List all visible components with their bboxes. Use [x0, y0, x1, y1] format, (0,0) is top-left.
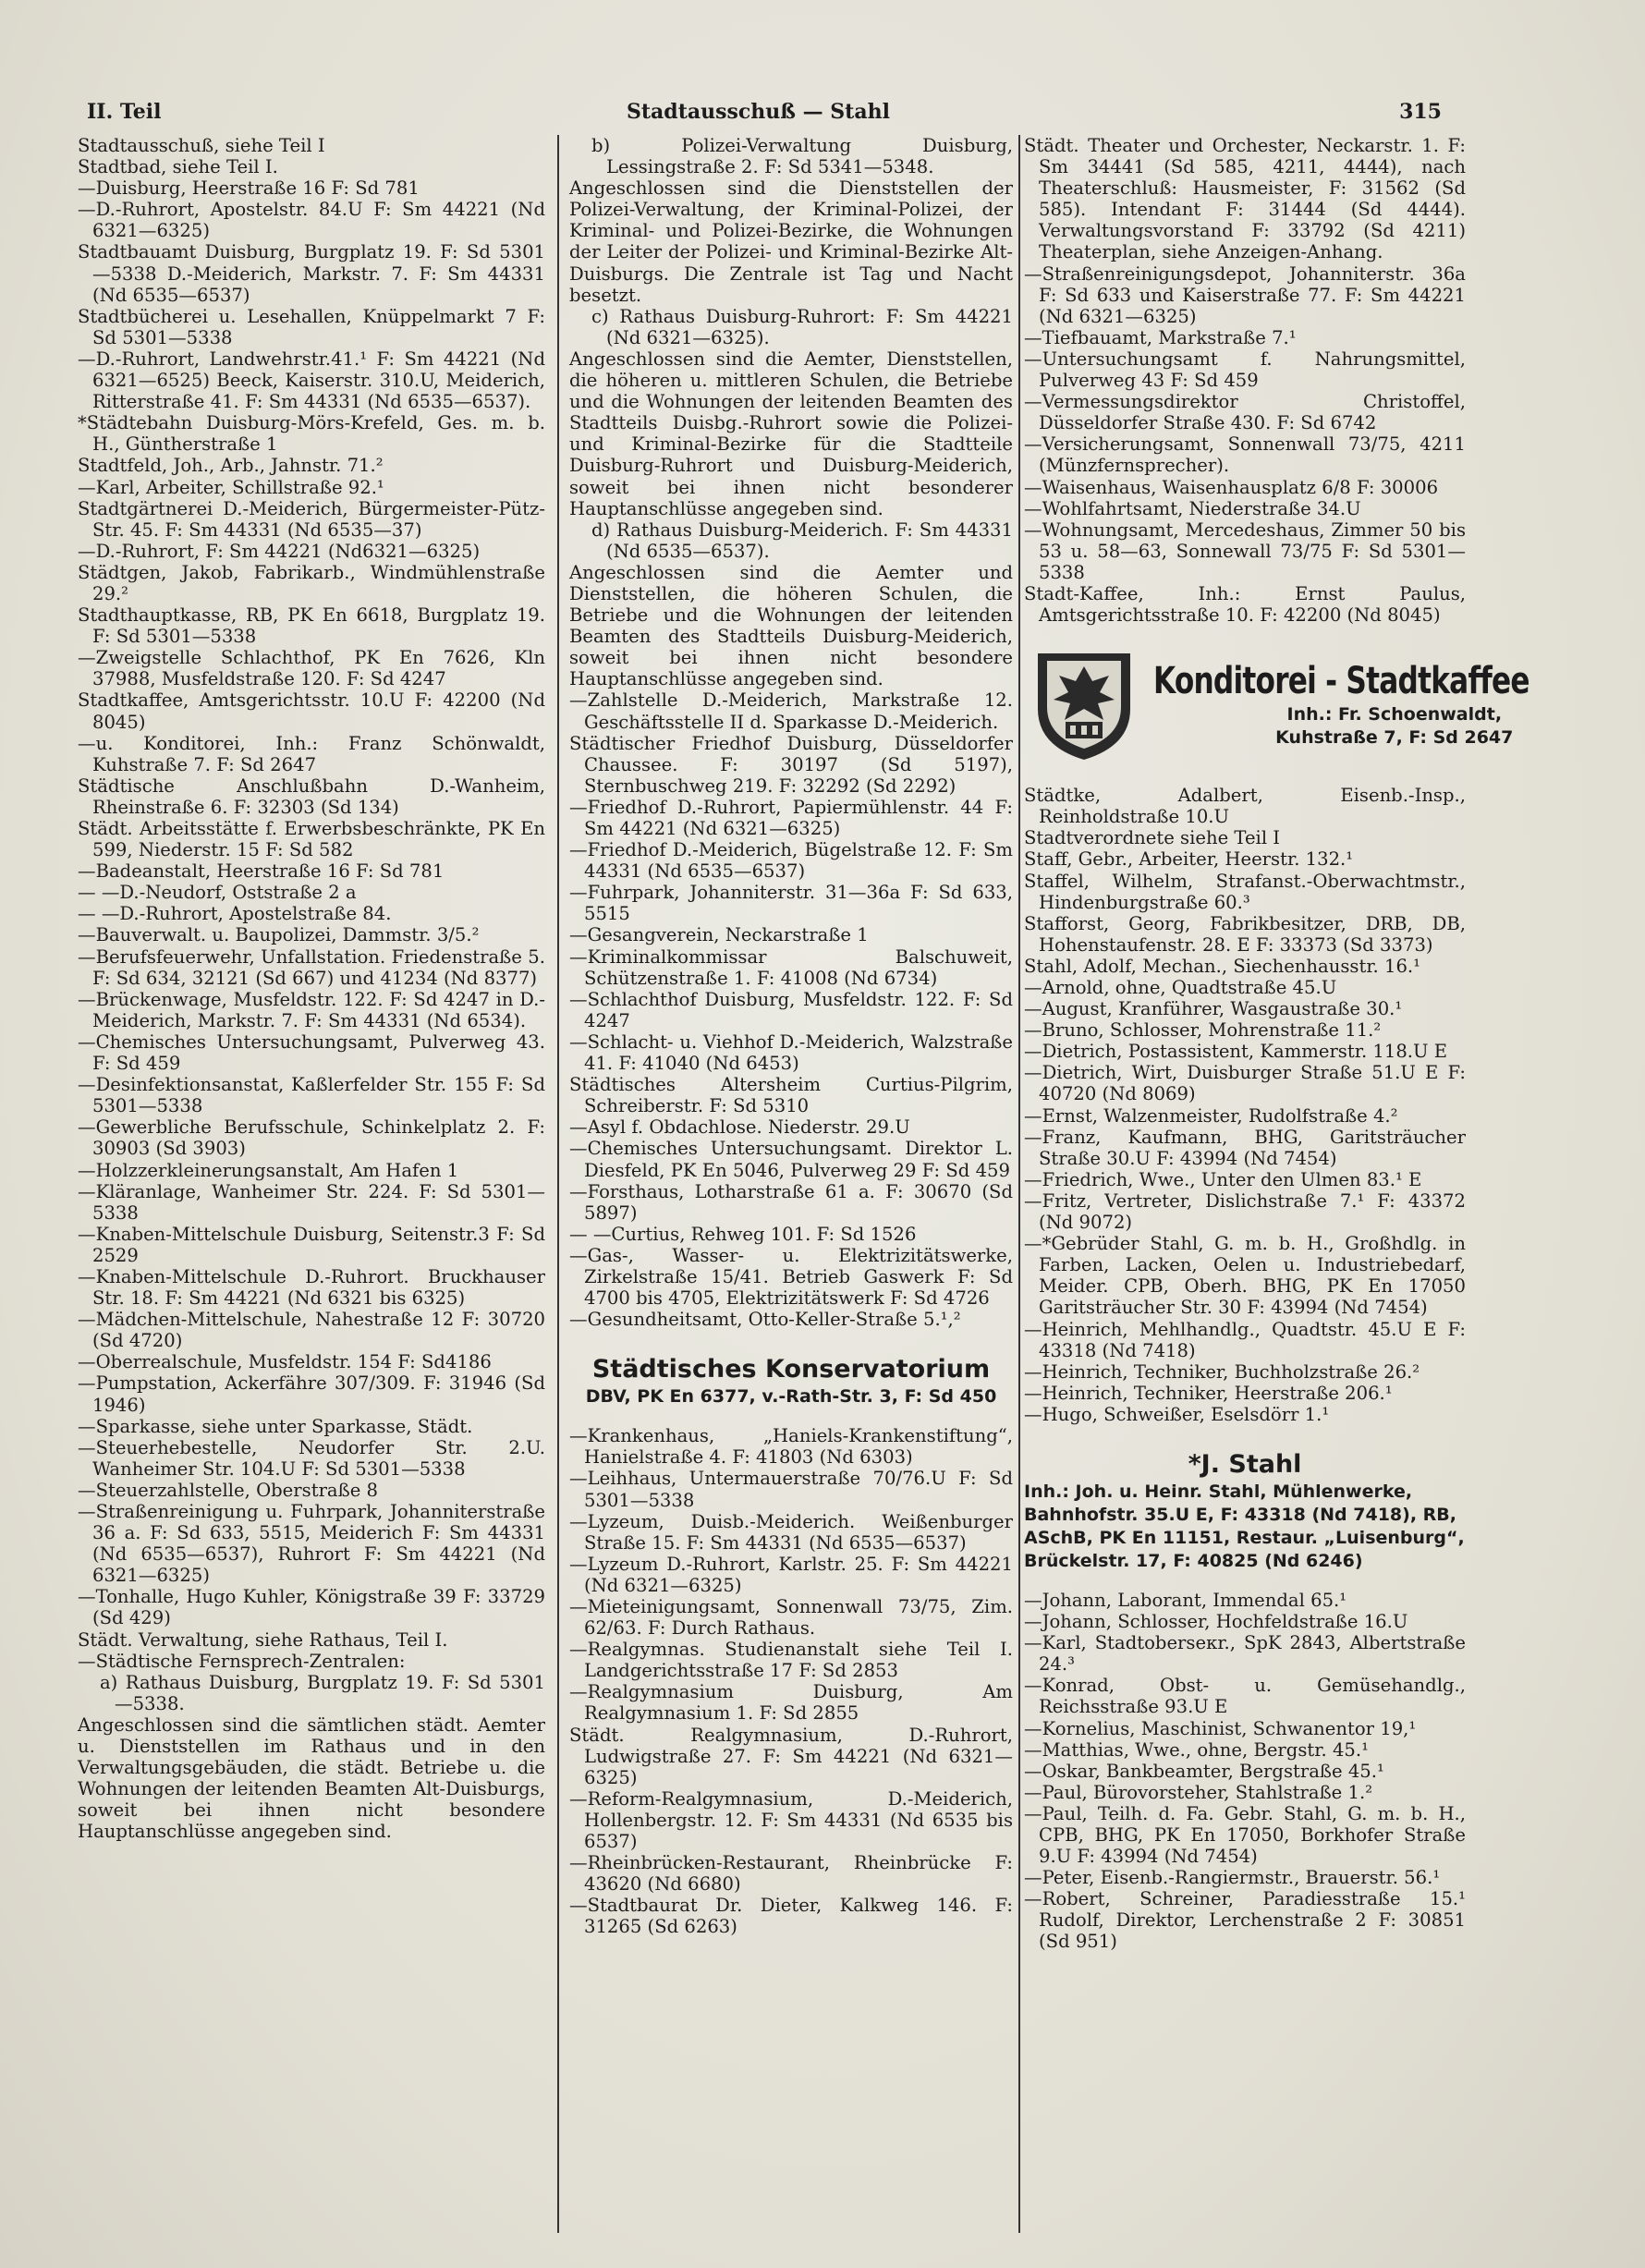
directory-entry: Angeschlossen sind die sämtlichen städt. Aemter u. Dienststellen im Rathaus und in den Verwaltungsgebäuden, die städt. Betriebe u. die Wohnungen der leitenden Beamten Alt-Duisburgs, soweit bei ihnen nicht besondere Hauptanschlüsse angegeben sind. [78, 1713, 545, 1843]
ad-konditorei [1024, 644, 1529, 764]
directory-entry: b) Polizei-Verwaltung Duisburg, Lessingstraße 2. F: Sd 5341—5348. [591, 135, 1013, 178]
directory-entry: — —Curtius, Rehweg 101. F: Sd 1526 [569, 1223, 917, 1245]
directory-entry: —Heinrich, Techniker, Buchholzstraße 26.² [1024, 1360, 1420, 1383]
directory-entry: —Untersuchungsamt f. Nahrungsmittel, Pulverweg 43 F: Sd 459 [1024, 348, 1466, 392]
directory-entry: —Forsthaus, Lotharstraße 61 a. F: 30670 (Sd 5897) [569, 1180, 1013, 1224]
directory-entry: Staff, Gebr., Arbeiter, Heerstr. 132.¹ [1024, 848, 1354, 871]
directory-entry: —Duisburg, Heerstraße 16 F: Sd 781 [78, 177, 420, 200]
directory-entry: Stadtgärtnerei D.-Meiderich, Bürgermeister-Pütz-Str. 45. F: Sm 44331 (Nd 6535—37) [78, 497, 545, 541]
directory-entry: —Wohnungsamt, Mercedeshaus, Zimmer 50 bis 53 u. 58—63, Sonnewall 73/75 F: Sd 5301—5338 [1024, 518, 1466, 583]
directory-entry: —Chemisches Untersuchungsamt. Direktor L. Diesfeld, PK En 5046, Pulverweg 29 F: Sd 459 [569, 1138, 1013, 1181]
header-part: II. Teil [87, 100, 162, 124]
directory-entry: Städtische Anschlußbahn D.-Wanheim, Rheinstraße 6. F: 32303 (Sd 134) [78, 774, 545, 818]
column-1 [78, 135, 545, 2233]
directory-entry: —Krankenhaus, „Haniels-Krankenstiftung“, Hanielstraße 4. F: 41803 (Nd 6303) [569, 1425, 1013, 1469]
page-header [87, 100, 1458, 131]
directory-entry: —Peter, Eisenb.-Rangiermstr., Brauerstr. 56.¹ [1024, 1867, 1441, 1889]
directory-entry: *Städtebahn Duisburg-Mörs-Krefeld, Ges. m. b. H., Güntherstraße 1 [78, 412, 545, 456]
directory-entry: Stadtkaffee, Amtsgerichtsstr. 10.U F: 42200 (Nd 8045) [78, 689, 545, 733]
directory-entry: —Konrad, Obst- u. Gemüsehandlg., Reichsstraße 93.U E [1024, 1675, 1466, 1718]
directory-entry: —Ernst, Walzenmeister, Rudolfstraße 4.² [1024, 1104, 1398, 1127]
directory-entry: —Zahlstelle D.-Meiderich, Markstraße 12. Geschäftsstelle II d. Sparkasse D.-Meiderich. [569, 689, 1013, 733]
directory-entry: —Kornelius, Maschinist, Schwanentor 19,¹ [1024, 1717, 1417, 1739]
directory-entry: —Mieteinigungsamt, Sonnenwall 73/75, Zim. 62/63. F: Durch Rathaus. [569, 1596, 1013, 1640]
ad-address: DBV, PK En 6377, v.-Rath-Str. 3, F: Sd 450 [585, 1386, 997, 1408]
directory-entry: —Stadtbaurat Dr. Dieter, Kalkweg 146. F: 31265 (Sd 6263) [569, 1895, 1013, 1938]
directory-entry: —Dietrich, Wirt, Duisburger Straße 51.U E F: 40720 (Nd 8069) [1024, 1062, 1466, 1105]
ad-title: Konditorei - Stadtkaffee [1153, 660, 1529, 703]
directory-entry: —Tiefbauamt, Markstraße 7.¹ [1024, 326, 1297, 348]
directory-entry: —*Gebrüder Stahl, G. m. b. H., Großhdlg. in Farben, Lacken, Oelen u. Industriebedarf, Meider. CPB, Oberh. BHG, PK En 17050 Garitsträucher Str. 30 F: 43994 (Nd 7454) [1024, 1233, 1466, 1319]
directory-entry: Angeschlossen sind die Aemter und Dienststellen, die höheren Schulen, die Betriebe und die Wohnungen der leitenden Beamten des Stadtteils Duisburg-Meiderich, soweit bei ihnen nicht besondere Hauptanschlüsse angegeben sind. [569, 561, 1013, 690]
ad-title: *J. Stahl [1188, 1449, 1302, 1479]
directory-entry: —Oskar, Bankbeamter, Bergstraße 45.¹ [1024, 1760, 1384, 1782]
directory-entry: —Reform-Realgymnasium, D.-Meiderich, Hollenbergstr. 12. F: Sm 44331 (Nd 6535 bis 6537) [569, 1787, 1013, 1853]
directory-entry: Stahl, Adolf, Mechan., Siechenhausstr. 16.¹ [1024, 955, 1421, 977]
directory-entry: —Johann, Laborant, Immendal 65.¹ [1024, 1589, 1347, 1611]
directory-entry: —Franz, Kaufmann, BHG, Garitsträucher Straße 30.U F: 43994 (Nd 7454) [1024, 1126, 1466, 1169]
directory-entry: Städtke, Adalbert, Eisenb.-Insp., Reinholdstraße 10.U [1024, 785, 1466, 828]
directory-entry: —Paul, Teilh. d. Fa. Gebr. Stahl, G. m. b. H., CPB, BHG, PK En 17050, Borkhofer Straße 9.U F: 43994 (Nd 7454) [1024, 1802, 1466, 1868]
directory-entry: —D.-Ruhrort, Landwehrstr.41.¹ F: Sm 44221 (Nd 6321—6525) Beeck, Kaiserstr. 310.U, Meiderich, Ritterstraße 41. F: Sm 44331 (Nd 6535—6537). [78, 348, 545, 413]
directory-entry: Staffel, Wilhelm, Strafanst.-Oberwachtmstr., Hindenburgstraße 60.³ [1024, 870, 1466, 913]
column-3 [1024, 135, 1529, 2233]
directory-entry: —Asyl f. Obdachlose. Niederstr. 29.U [569, 1116, 910, 1139]
directory-entry: —Holzzerkleinerungsanstalt, Am Hafen 1 [78, 1159, 459, 1181]
directory-entry: —Zweigstelle Schlachthof, PK En 7626, Kln 37988, Musfeldstraße 120. F: Sd 4247 [78, 647, 545, 690]
directory-entry: a) Rathaus Duisburg, Burgplatz 19. F: Sd 5301—5338. [100, 1671, 545, 1714]
directory-entry: —Badeanstalt, Heerstraße 16 F: Sd 781 [78, 860, 445, 883]
directory-entry: —Fritz, Vertreter, Dislichstraße 7.¹ F: 43372 (Nd 9072) [1024, 1189, 1466, 1234]
directory-entry: Städt. Realgymnasium, D.-Ruhrort, Ludwigstraße 27. F: Sm 44221 (Nd 6321—6325) [569, 1724, 1013, 1788]
directory-entry: —Arnold, ohne, Quadtstraße 45.U [1024, 977, 1337, 998]
directory-entry: Angeschlossen sind die Aemter, Dienststellen, die höheren u. mittleren Schulen, die Betriebe und die Wohnungen der leitenden Beamten des Stadtteils Duisbg.-Ruhrort sowie die Polizei- und Kriminal-Bezirke für die Stadtteile Duisburg-Ruhrort und Duisburg-Meiderich, soweit bei ihnen nicht besonderer Hauptanschlüsse angegeben sind. [569, 348, 1013, 519]
directory-entry: —Matthias, Wwe., ohne, Bergstr. 45.¹ [1024, 1738, 1369, 1761]
directory-entry: —Johann, Schlosser, Hochfeldstraße 16.U [1024, 1611, 1408, 1633]
directory-entry: Stadtbauamt Duisburg, Burgplatz 19. F: Sd 5301—5338 D.-Meiderich, Markstr. 7. F: Sm 44331 (Nd 6535—6537) [78, 241, 545, 306]
directory-entry: —Rheinbrücken-Restaurant, Rheinbrücke F: 43620 (Nd 6680) [569, 1852, 1013, 1896]
directory-entry: —Heinrich, Mehlhandlg., Quadtstr. 45.U E F: 43318 (Nd 7418) [1024, 1318, 1466, 1361]
column-divider [1018, 135, 1020, 2233]
directory-entry: —Straßenreinigung u. Fuhrpark, Johanniterstraße 36 a. F: Sd 633, 5515, Meiderich F: Sm 44331 (Nd 6535—6537), Ruhrort F: Sm 44221 (Nd 6321—6325) [78, 1501, 545, 1587]
directory-entry: Stadtbücherei u. Lesehallen, Knüppelmarkt 7 F: Sd 5301—5338 [78, 305, 545, 348]
directory-entry: —Gas-, Wasser- u. Elektrizitätswerke, Zirkelstraße 15/41. Betrieb Gaswerk F: Sd 4700 bis 4705, Elektrizitätswerk F: Sd 4726 [569, 1244, 1013, 1310]
directory-entry: —Fuhrpark, Johanniterstr. 31—36a F: Sd 633, 5515 [569, 882, 1013, 925]
directory-entry: —Dietrich, Postassistent, Kammerstr. 118.U E [1024, 1041, 1448, 1063]
directory-entry: —Tonhalle, Hugo Kuhler, Königstraße 39 F: 33729 (Sd 429) [78, 1586, 545, 1629]
directory-entry: —August, Kranführer, Wasgaustraße 30.¹ [1024, 998, 1403, 1020]
directory-entry: —Versicherungsamt, Sonnenwall 73/75, 4211 (Münzfernsprecher). [1024, 433, 1466, 477]
directory-entry: —D.-Ruhrort, F: Sm 44221 (Nd6321—6325) [78, 540, 481, 562]
directory-entry: —Sparkasse, siehe unter Sparkasse, Städt. [78, 1415, 473, 1437]
directory-entry: —Steuerzahlstelle, Oberstraße 8 [78, 1479, 378, 1501]
directory-entry: —Vermessungsdirektor Christoffel, Düsseldorfer Straße 430. F: Sd 6742 [1024, 391, 1466, 434]
directory-entry: —Gesundheitsamt, Otto-Keller-Straße 5.¹,² [569, 1309, 961, 1331]
directory-entry: —Paul, Bürovorsteher, Stahlstraße 1.² [1024, 1781, 1373, 1803]
directory-entry: —Bauverwalt. u. Baupolizei, Dammstr. 3/5.² [78, 924, 480, 946]
directory-entry: —Realgymnasium Duisburg, Am Realgymnasium 1. F: Sd 2855 [569, 1681, 1013, 1725]
directory-entry: Städtisches Altersheim Curtius-Pilgrim, Schreiberstr. F: Sd 5310 [569, 1074, 1013, 1117]
directory-entry: —Heinrich, Techniker, Heerstraße 206.¹ [1024, 1382, 1393, 1404]
directory-entry: Städt. Theater und Orchester, Neckarstr. 1. F: Sm 34441 (Sd 585, 4211, 4444), nach Theaterschluß: Hausmeister, F: 31562 (Sd 585). Intendant F: 31444 (Sd 4444). Verwaltungsvorstand F: 33792 (Sd 4211) Theaterplan, siehe Anzeigen-Anhang. [1024, 135, 1466, 263]
directory-entry: —D.-Ruhrort, Apostelstr. 84.U F: Sm 44221 (Nd 6321—6325) [78, 199, 545, 242]
page-number: 315 [1399, 100, 1442, 124]
ad-body: Inh.: Joh. u. Heinr. Stahl, Mühlenwerke, Bahnhofstr. 35.U E, F: 43318 (Nd 7418), RB, ASchB, PK En 11151, Restaur. „Luisenburg“, Brückelstr. 17, F: 40825 (Nd 6246) [1024, 1481, 1465, 1571]
directory-entry: —Realgymnas. Studienanstalt siehe Teil I. Landgerichtsstraße 17 F: Sd 2853 [569, 1639, 1013, 1682]
directory-entry: — —D.-Ruhrort, Apostelstraße 84. [78, 903, 392, 925]
ad-owner: Inh.: Fr. Schoenwaldt, [1286, 704, 1503, 726]
directory-entry: —Leihhaus, Untermauerstraße 70/76.U F: Sd 5301—5338 [569, 1468, 1013, 1511]
directory-entry: —Friedhof D.-Ruhrort, Papiermühlenstr. 44 F: Sm 44221 (Nd 6321—6325) [569, 796, 1013, 839]
directory-entry: —u. Konditorei, Inh.: Franz Schönwaldt, Kuhstraße 7. F: Sd 2647 [78, 732, 545, 775]
directory-entry: Stadt-Kaffee, Inh.: Ernst Paulus, Amtsgerichtsstraße 10. F: 42200 (Nd 8045) [1024, 582, 1466, 627]
directory-entry: —Lyzeum D.-Ruhrort, Karlstr. 25. F: Sm 44221 (Nd 6321—6325) [569, 1553, 1013, 1596]
directory-entry: c) Rathaus Duisburg-Ruhrort: F: Sm 44221 (Nd 6321—6325). [591, 305, 1013, 348]
directory-entry: Stadtausschuß, siehe Teil I [78, 135, 325, 156]
directory-entry: —Bruno, Schlosser, Mohrenstraße 11.² [1024, 1019, 1382, 1042]
directory-entry: Städt. Verwaltung, siehe Rathaus, Teil I. [78, 1628, 448, 1651]
directory-entry: —Robert, Schreiner, Paradiesstraße 15.¹ Rudolf, Direktor, Lerchenstraße 2 F: 30851 (Sd 951) [1024, 1888, 1466, 1953]
column-2 [569, 135, 1013, 2233]
directory-entry: —Steuerhebestelle, Neudorfer Str. 2.U. Wanheimer Str. 104.U F: Sd 5301—5338 [78, 1436, 545, 1480]
directory-entry: —Mädchen-Mittelschule, Nahestraße 12 F: 30720 (Sd 4720) [78, 1309, 545, 1352]
directory-entry: —Kläranlage, Wanheimer Str. 224. F: Sd 5301—5338 [78, 1180, 545, 1224]
directory-entry: —Karl, Arbeiter, Schillstraße 92.¹ [78, 476, 384, 498]
directory-entry: —Gewerbliche Berufsschule, Schinkelplatz 2. F: 30903 (Sd 3903) [78, 1116, 545, 1160]
directory-entry: —Gesangverein, Neckarstraße 1 [569, 924, 869, 946]
directory-entry: —Waisenhaus, Waisenhausplatz 6/8 F: 30006 [1024, 476, 1439, 498]
directory-entry: Stadthauptkasse, RB, PK En 6618, Burgplatz 19. F: Sd 5301—5338 [78, 604, 545, 648]
directory-entry: d) Rathaus Duisburg-Meiderich. F: Sm 44331 (Nd 6535—6537). [591, 518, 1013, 562]
directory-entry: Städt. Arbeitsstätte f. Erwerbsbeschränkte, PK En 599, Niederstr. 15 F: Sd 582 [78, 818, 545, 861]
directory-entry: —Chemisches Untersuchungsamt, Pulverweg 43. F: Sd 459 [78, 1030, 545, 1075]
directory-entry: Angeschlossen sind die Dienststellen der Polizei-Verwaltung, der Kriminal-Polizei, der Kriminal- und Polizei-Bezirke, die Wohnungen der Leiter der Polizei- und Kriminal-Bezirke Alt-Duisburgs. Die Zentrale ist Tag und Nacht besetzt. [569, 177, 1013, 306]
directory-entry: —Städtische Fernsprech-Zentralen: [78, 1650, 406, 1672]
directory-entry: —Schlacht- u. Viehhof D.-Meiderich, Walzstraße 41. F: 41040 (Nd 6453) [569, 1030, 1013, 1075]
ad-j-stahl [1024, 1449, 1466, 1573]
directory-entry: —Karl, Stadtoberseкr., SpK 2843, Albertstraße 24.³ [1024, 1632, 1466, 1676]
directory-entry: Stadtbad, siehe Teil I. [78, 156, 278, 178]
column-divider [557, 135, 559, 2233]
directory-entry: —Friedrich, Wwe., Unter den Ulmen 83.¹ E [1024, 1168, 1422, 1190]
directory-entry: —Pumpstation, Ackerfähre 307/309. F: 31946 (Sd 1946) [78, 1372, 545, 1416]
city-crest-icon [1024, 644, 1144, 764]
directory-entry: —Friedhof D.-Meiderich, Bügelstraße 12. F: Sm 44331 (Nd 6535—6537) [569, 839, 1013, 883]
directory-entry: Städtischer Friedhof Duisburg, Düsseldorfer Chaussee. F: 30197 (Sd 5197), Sternbuschweg 219. F: 32292 (Sd 2292) [569, 732, 1013, 797]
directory-entry: —Berufsfeuerwehr, Unfallstation. Friedenstraße 5. F: Sd 634, 32121 (Sd 667) und 41234 (Nd 8377) [78, 945, 545, 989]
directory-entry: Stadtverordnete siehe Teil I [1024, 827, 1281, 849]
directory-entry: — —D.-Neudorf, Oststraße 2 a [78, 882, 357, 904]
directory-entry: Stafforst, Georg, Fabrikbesitzer, DRB, DB, Hohenstaufenstr. 28. E F: 33373 (Sd 3373) [1024, 912, 1466, 956]
directory-entry: —Lyzeum, Duisb.-Meiderich. Weißenburger Straße 15. F: Sm 44331 (Nd 6535—6537) [569, 1510, 1013, 1554]
directory-entry: —Knaben-Mittelschule Duisburg, Seitenstr.3 F: Sd 2529 [78, 1223, 545, 1266]
directory-entry: —Schlachthof Duisburg, Musfeldstr. 122. F: Sd 4247 [569, 988, 1013, 1031]
ad-konservatorium [569, 1354, 1013, 1408]
directory-entry: —Knaben-Mittelschule D.-Ruhrort. Bruckhauser Str. 18. F: Sm 44221 (Nd 6321 bis 6325) [78, 1265, 545, 1310]
directory-entry: —Straßenreinigungsdepot, Johanniterstr. 36a F: Sd 633 und Kaiserstraße 77. F: Sm 44221 (Nd 6321—6325) [1024, 262, 1466, 327]
directory-entry: Städtgen, Jakob, Fabrikarb., Windmühlenstraße 29.² [78, 561, 545, 604]
directory-entry: —Brückenwage, Musfeldstr. 122. F: Sd 4247 in D.-Meiderich, Markstr. 7. F: Sm 44331 (Nd 6534). [78, 988, 545, 1031]
directory-entry: —Wohlfahrtsamt, Niederstraße 34.U [1024, 497, 1361, 519]
directory-entry: —Desinfektionsanstat, Kaßlerfelder Str. 155 F: Sd 5301—5338 [78, 1074, 545, 1117]
directory-entry: —Kriminalkommissar Balschuweit, Schützenstraße 1. F: 41008 (Nd 6734) [569, 945, 1013, 989]
ad-title: Städtisches Konservatorium [591, 1355, 991, 1384]
ad-address: Kuhstraße 7, F: Sd 2647 [1275, 727, 1514, 749]
header-running-title: Stadtausschuß — Stahl [627, 100, 890, 124]
directory-entry: Stadtfeld, Joh., Arb., Jahnstr. 71.² [78, 455, 384, 477]
directory-entry: —Oberrealschule, Musfeldstr. 154 F: Sd4186 [78, 1351, 492, 1373]
directory-entry: —Hugo, Schweißer, Eselsdörr 1.¹ [1024, 1403, 1330, 1425]
